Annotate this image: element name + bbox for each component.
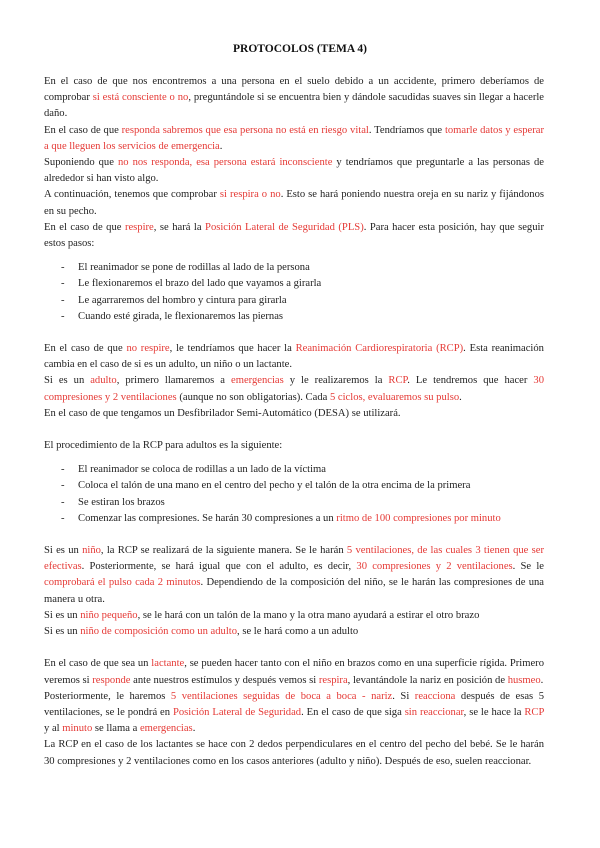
highlight-run: tomarle datos y esperar a que lleguen los servicios de emergencia xyxy=(44,124,544,152)
highlight-run: Reanimación Cardiorespiratoria (RCP) xyxy=(295,343,464,355)
highlight-run: no nos responda, esa persona estará inconsciente xyxy=(117,157,333,169)
paragraph-adult-like-child xyxy=(44,624,544,640)
text-run: En el caso de que nos encontremos a una persona en el suelo debido a un accidente, primero deberíamos de comprobar xyxy=(44,76,544,104)
text-run: Si es un xyxy=(44,375,91,387)
text-run: Si es un xyxy=(44,609,81,621)
highlight-run: RCP xyxy=(524,706,544,718)
paragraph-breathing-check xyxy=(44,187,544,219)
text-run: (aunque no son obligatorias). Cada xyxy=(176,391,330,403)
text-run: Coloca el talón de una mano en el centro del pecho y el talón de la otra encima de la primera xyxy=(78,480,471,492)
paragraph-desa: En el caso de que tengamos un Desfibrilador Semi-Automático (DESA) se utilizará. xyxy=(44,407,401,419)
paragraph-consciousness xyxy=(44,74,544,123)
text-run: , primero llamaremos a xyxy=(116,375,231,387)
text-run: y le realizaremos la xyxy=(283,375,389,387)
highlight-run: responda sabremos que esa persona no está en riesgo vital xyxy=(121,124,369,136)
text-run: , se pueden hacer tanto con el niño en brazos como en una superficie rígida. Primero veremos si xyxy=(44,658,544,686)
text-run: Si es un xyxy=(44,545,83,557)
text-run: . Esta reanimación cambia en el caso de si es un adulto, un niño o un lactante. xyxy=(44,343,544,371)
text-run: . Si xyxy=(392,690,415,702)
paragraph-responds xyxy=(44,123,544,155)
highlight-run: Posición Lateral de Seguridad (PLS) xyxy=(205,221,364,233)
text-run: , se le hará como a un adulto xyxy=(237,626,359,638)
text-run: . Le tendremos que hacer xyxy=(407,375,534,387)
text-run: Se estiran los brazos xyxy=(78,496,165,508)
highlight-run: Posición Lateral de Seguridad xyxy=(172,706,302,718)
text-run: . Posteriormente, se hará igual que con el adulto, es decir, xyxy=(81,561,357,573)
text-run: , se hará la xyxy=(153,221,206,233)
highlight-run: 5 ciclos, evaluaremos su pulso xyxy=(329,391,460,403)
text-run: El reanimador se coloca de rodillas a un lado de la víctima xyxy=(78,464,326,476)
highlight-run: adulto xyxy=(90,375,117,387)
highlight-run: si respira o no xyxy=(219,189,281,201)
paragraph-unconscious xyxy=(44,155,544,187)
text-run: Comenzar las compresiones. Se harán 30 compresiones a un xyxy=(78,512,337,524)
highlight-run: ritmo de 100 compresiones por minuto xyxy=(336,512,501,524)
paragraph-small-child xyxy=(44,608,544,624)
highlight-run: 5 ventilaciones, de las cuales 3 tienen que ser efectivas xyxy=(44,545,544,573)
list-item: - Le flexionaremos el brazo del lado que vayamos a girarla xyxy=(44,276,544,292)
list-item: - Le agarraremos del hombro y cintura para girarla xyxy=(44,293,544,309)
text-run: En el caso de que sea un xyxy=(44,658,152,670)
text-run: . xyxy=(459,391,462,403)
text-run: , levantándole la nariz en posición de xyxy=(347,674,508,686)
text-run: después de esas 5 ventilaciones, se le pondrá en xyxy=(44,690,544,718)
text-run: . xyxy=(540,674,544,686)
text-run: Suponiendo que xyxy=(44,157,118,169)
text-run: , le tendríamos que hacer la xyxy=(169,343,296,355)
highlight-run: respire xyxy=(124,221,154,233)
text-run: y tendríamos que preguntarle a las personas de alrededor si han visto algo. xyxy=(44,157,544,185)
text-run: , la RCP se realizará de la siguiente manera. Se le harán xyxy=(100,545,347,557)
list-item xyxy=(44,478,544,494)
highlight-run: husmeo xyxy=(507,674,541,686)
list-item: - Cuando esté girada, le flexionaremos las piernas xyxy=(44,309,544,325)
text-run: En el caso de que xyxy=(44,343,127,355)
paragraph-child-rcp xyxy=(44,543,544,608)
text-run: . Se le xyxy=(512,561,544,573)
text-run: Si es un xyxy=(44,626,81,638)
paragraph-rcp-intro xyxy=(44,341,544,373)
text-run: . Para hacer esta posición, hay que seguir estos pasos: xyxy=(44,221,544,250)
text-run: Posteriormente, le haremos xyxy=(44,690,171,702)
text-run: . xyxy=(219,140,223,152)
document-body xyxy=(44,74,544,770)
text-run: . En el caso de que siga xyxy=(301,706,405,718)
text-run: . Dependiendo de la composición del niño, se le harán las compresiones de una manera u otra. xyxy=(44,577,544,605)
text-run: . xyxy=(192,723,196,735)
text-run: , preguntándole si se encuentra bien y dándole sacudidas suaves sin llegar a hacerle daño. xyxy=(44,92,544,120)
highlight-run: niño pequeño xyxy=(80,609,138,621)
pls-steps-list xyxy=(44,260,544,325)
paragraph-infant-intro xyxy=(44,656,544,688)
highlight-run: minuto xyxy=(62,723,93,735)
highlight-run: 30 compresiones y 2 ventilaciones xyxy=(44,375,544,403)
document-title: PROTOCOLOS (TEMA 4) xyxy=(233,43,367,55)
rcp-steps-list xyxy=(44,462,544,527)
text-run: se llama a xyxy=(92,723,140,735)
text-run: En el caso de que xyxy=(44,221,125,233)
list-item xyxy=(44,511,544,527)
paragraph-infant-rcp: La RCP en el caso de los lactantes se hace con 2 dedos perpendiculares en el centro del pecho del bebé. Se le harán 30 compresiones y 2 ventilaciones como en los casos anteriores (adulto y niño). Después de eso, suelen reaccionar. xyxy=(44,739,544,767)
text-run: . Tendríamos que xyxy=(368,124,445,136)
highlight-run: responde xyxy=(92,674,131,686)
highlight-run: sin reaccionar xyxy=(404,706,464,718)
paragraph-adult-procedure-intro: El procedimiento de la RCP para adultos es la siguiente: xyxy=(44,440,283,452)
text-run: . Esto se hará poniendo nuestra oreja en su nariz y fijándonos en su pecho. xyxy=(44,189,544,217)
text-run: ante nuestros estímulos y después vemos si xyxy=(130,674,319,686)
highlight-run: no respire xyxy=(126,343,170,355)
highlight-run: 5 ventilaciones seguidas de boca a boca - nariz xyxy=(170,690,393,702)
highlight-run: si está consciente o no xyxy=(92,92,189,104)
text-run: En el caso de que xyxy=(44,124,122,136)
highlight-run: comprobará el pulso cada 2 minutos xyxy=(44,577,201,589)
highlight-run: emergencias xyxy=(139,723,193,735)
highlight-run: niño de composición como un adulto xyxy=(80,626,238,638)
highlight-run: RCP xyxy=(388,375,408,387)
highlight-run: niño xyxy=(82,545,101,557)
highlight-run: emergencias xyxy=(231,375,284,387)
highlight-run: lactante xyxy=(151,658,185,670)
text-run: , se le hace la xyxy=(463,706,525,718)
text-run: A continuación, tenemos que comprobar xyxy=(44,189,220,201)
paragraph-pls-intro xyxy=(44,220,544,252)
highlight-run: respira xyxy=(318,674,348,686)
highlight-run: reacciona xyxy=(414,690,456,702)
list-item xyxy=(44,495,544,511)
highlight-run: 30 compresiones y 2 ventilaciones xyxy=(356,561,513,573)
text-run: , se le hará con un talón de la mano y la otra mano ayudará a estirar el otro brazo xyxy=(137,609,480,621)
paragraph-adult-rcp xyxy=(44,373,544,405)
list-item: - El reanimador se pone de rodillas al lado de la persona xyxy=(44,260,544,276)
text-run: y al xyxy=(44,723,63,735)
list-item xyxy=(44,462,544,478)
paragraph-infant-ventilations xyxy=(44,689,544,738)
